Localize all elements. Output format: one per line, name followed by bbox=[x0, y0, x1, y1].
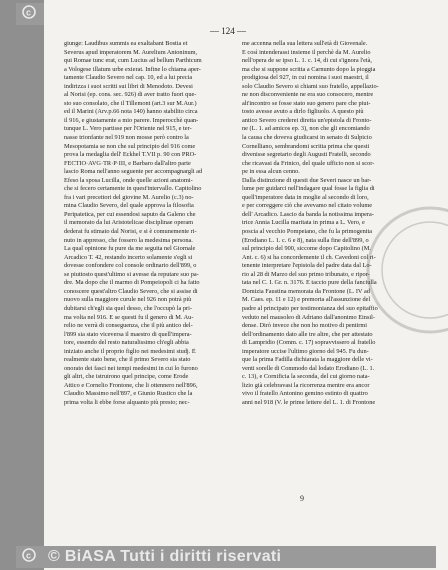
text-line: il memorato da lui Aristotelicae disciplinae operam bbox=[64, 219, 194, 227]
text-line: poscia al vecchio Pompeiano, che fu la primogenita bbox=[242, 228, 373, 236]
text-line: e per correggere ciò che avevamo nel citato volume bbox=[242, 202, 373, 210]
text-line: prodigiosa del 927, in cui nomina i suoi maestri, il bbox=[242, 74, 369, 82]
watermark-banner-bottom bbox=[16, 546, 436, 568]
text-line: ne (L. 1. ad amicos ep. 3), non che gli encomiando bbox=[242, 125, 370, 133]
text-line: ne non disconveniente ne era suo consocero, mentre bbox=[242, 91, 374, 99]
text-line: conoscere quest'altro Claudio Severo, che si assise di bbox=[64, 287, 198, 295]
text-line: anni nel 918 (V. le prime lettere del L. 1. di Frontone bbox=[242, 398, 376, 406]
text-line: trice Annia Lucilla maritata in prima a L. Vero, e bbox=[242, 219, 365, 227]
text-line: ed il Marini (Arv.p.66 nota 140) hanno stabilito circa bbox=[64, 108, 198, 116]
text-line: che ricavasi da Frinico, del quale ufficio non si scor- bbox=[242, 159, 375, 167]
text-line: lascio Roma nell'anno seguente per accompagnargli ad bbox=[64, 168, 203, 176]
text-line: ma che si suppone scritta a Carnunto dopo la pioggia bbox=[242, 65, 376, 73]
text-column-left bbox=[64, 40, 230, 408]
text-column-right bbox=[242, 40, 412, 408]
text-line: me accenna nella sua lettera sull'età di Giovenale. bbox=[242, 40, 368, 47]
text-line: a Vologese illatum urbe exierat. Infine lo chiama aper- bbox=[64, 65, 201, 73]
text-line: Ant. c. 6) si ha concordemente il ch. Cavedoni col ri- bbox=[242, 253, 376, 261]
text-line: dell'ordinamento dato alle tre altre, che per attestato bbox=[242, 330, 373, 338]
text-line: lume per guidarci nell'indagare qual fosse la figlia di bbox=[242, 185, 375, 193]
text-line: veduto nel mausoleo di Adriano dall'anonimo Einsil- bbox=[242, 313, 375, 321]
text-line: dell' Arcadico. Lascio da banda la notissima impera- bbox=[242, 210, 374, 218]
text-line: dubitarsi ch'egli sia quel desso, che l'occupò la pri- bbox=[64, 304, 192, 312]
text-line: Arcadico T. 42, restando incerto solamente s'egli si bbox=[64, 253, 193, 261]
text-line: alt'incontro se fosse stato suo genero pare che piut- bbox=[242, 99, 371, 107]
text-line: padre al principato per testimonianza del suo epitaffio bbox=[242, 304, 378, 312]
text-line: FECTIO·AVG·TR·P·III, e Barbaro dall'altro parte bbox=[64, 159, 191, 167]
text-line: Claudio Massimo nell'897, e Giunio Rustico che la bbox=[64, 390, 193, 398]
text-line: fra i vari precettori del giovine M. Aurelio (c.3) no- bbox=[64, 193, 194, 201]
text-line: Cornelliano, sembrandomi scritta prima che questi bbox=[242, 142, 370, 150]
text-line: dovesse confondere col console ordinario dell'899, o bbox=[64, 262, 197, 270]
text-line: iniziato anche il proprio figlio nei medesimi studj. È bbox=[64, 347, 196, 355]
text-line: (Erodiano L. 1. c. 6 e 8), nata sulla fine dell'899, o bbox=[242, 236, 369, 244]
text-line: l'899 sia stato viceversa il maestro di quell'impera- bbox=[64, 330, 192, 338]
text-line: tata nel C. I. Gr. n. 3176. E taccio pure della fanciulla bbox=[242, 279, 377, 287]
text-line: imperatore uccise l'ultimo giorno del 945. Fu dun- bbox=[242, 347, 369, 355]
svg-text:c: c bbox=[26, 550, 32, 561]
text-line: qui Romae tunc erat, cum Lucius ad bellum Parthicum bbox=[64, 57, 202, 65]
text-line: indirizza i suoi scritti sui libri di Menodoto. Devesi bbox=[64, 82, 193, 90]
page-number: — 124 — bbox=[210, 26, 246, 36]
text-line: Domizia Faustina memorata da Frontone (L. IV ad bbox=[242, 287, 370, 295]
text-line: realmente stato bene, che il primo Severo sia stato bbox=[64, 356, 191, 364]
text-line: nell'opera de se ipso L. 1. c. 14, di cui s'ignora l'età, bbox=[242, 57, 373, 65]
text-line: M. Caes. ep. 11 e 12) e premorta all'assunzione del bbox=[242, 296, 371, 304]
text-line: sul principio del 900, siccome dopo Capitolino (M. bbox=[242, 245, 371, 253]
text-line: che si fecero certamente in quest'intervallo. Capitolino bbox=[64, 185, 202, 193]
text-line: di Lampridio (Comm. c. 17) sopravvissero al fratello bbox=[242, 339, 376, 347]
text-line: dre. Ma dopo che il marmo di Pompeiopoli ci ha fatto bbox=[64, 279, 200, 287]
watermark-text-bottom: © BiASA Tutti i diritti riservati bbox=[48, 548, 282, 565]
text-line: prova la medaglia dell' Eckhel T.VII p. 90 con PRO- bbox=[64, 151, 197, 159]
text-line: il 916, e giustamente a mio parere. Imperocchè quan- bbox=[64, 116, 199, 124]
text-line: que la prima Fadilla dichiarata la maggiore delle vi- bbox=[242, 356, 373, 364]
text-line: rio al 28 di Marzo del suo primo tribunato, e ripor- bbox=[242, 270, 370, 278]
text-line: Peripatetica, per cui essendosi saputo da Galeno che bbox=[64, 210, 196, 218]
text-line: giunge: Laudibus summis ea exaltabant Bostia et bbox=[64, 40, 188, 47]
text-line: pe in essa alcun cenno. bbox=[242, 168, 300, 176]
text-line: la causa che doveva giudicarsi in senato di Sulpicio bbox=[242, 134, 372, 142]
text-line: quell'imperatore data in moglie al secondo di loro, bbox=[242, 193, 369, 201]
text-line: Attico e Cornelio Frontone, che li ottennero nell'896, bbox=[64, 381, 198, 389]
text-line: lizio già celebravasi la ricorrenza mentre era ancor bbox=[242, 381, 370, 389]
text-line: prima volta li ebbe forse alquanto più presto; nec- bbox=[64, 398, 190, 406]
text-line: tosto avesse avuto a dirlo figliuolo. A questo più bbox=[242, 108, 364, 116]
text-line: antico Severo crederei diretta un'epistola di Fronto- bbox=[242, 116, 372, 124]
text-line: tenente interpretare l'epistola del padre data dal Lo- bbox=[242, 262, 372, 270]
text-line: vivo il fratello Antonino gemino estinto di quattro bbox=[242, 390, 368, 398]
text-line: La qual opinione fu pure da me seguita nel Giornale bbox=[64, 245, 196, 253]
text-line: solo Claudio Severo si chiami suo fratello, appellazio- bbox=[242, 82, 379, 90]
copyright-icon bbox=[22, 5, 42, 19]
text-line: nuto in appresso, che fossero la medesima persona. bbox=[64, 236, 193, 244]
footnote-mark: 9 bbox=[300, 494, 304, 503]
text-line: al Norisi (ep. cons. sec. 926) di aver tratto fuori que- bbox=[64, 91, 197, 99]
text-line: sto suo consolato, che il Tillemont (art.3 sur M.Aur.) bbox=[64, 99, 197, 107]
text-line: venti sorelle di Commodo dal lodato Erodiano (L. 1. bbox=[242, 364, 375, 372]
text-line: dense. Dirò invece che non ho motivo di pentirmi bbox=[242, 322, 368, 330]
text-line: divenisse segretario degli Augusti Fratelli, secondo bbox=[242, 151, 371, 159]
text-line: dederat fu stimato dal Norisi, e si è comunemente ri- bbox=[64, 228, 197, 236]
copyright-icon bbox=[22, 548, 42, 562]
text-line: tore, essendo del resto naturalissimo ch'egli abbia bbox=[64, 339, 189, 347]
text-line: se piuttosto quest'ultimo si avesse da reputare suo pa- bbox=[64, 270, 199, 278]
text-line: E così intenderassi insieme il perchè da M. Aurelio bbox=[242, 48, 371, 56]
text-line: tunque L. Vero partisse per l'Oriente nel 915, e ter- bbox=[64, 125, 192, 133]
text-line: Mesopotamia se non che sul principio del 916 come bbox=[64, 142, 196, 150]
text-line: tamente Claudio Severo nel cap. 10, ed a lui precia bbox=[64, 74, 193, 82]
text-line: mina Claudio Severo, del quale approva la filosofia bbox=[64, 202, 194, 210]
text-line: nuovo sulla maggiore curule nel 926 non potrà più bbox=[64, 296, 192, 304]
text-line: onorato dei fasci nei tempi medesimi in cui lo furono bbox=[64, 364, 198, 372]
text-line: Severus apud imperatorem M. Aurelium Antoninum, bbox=[64, 48, 198, 56]
svg-text:c: c bbox=[26, 7, 32, 18]
text-line: nasse trionfante nel 919 non mosse però contro la bbox=[64, 134, 189, 142]
text-line: c. 13), e Cornificia la seconda, del cui giorno nata- bbox=[242, 373, 370, 381]
text-line: gli altri, che istruirono quel principe, come Erode bbox=[64, 373, 189, 381]
text-line: ma volta nel 916. E se questi fu il genero di M. Au- bbox=[64, 313, 194, 321]
text-line: relio ne verrà di conseguenza, che il più antico del- bbox=[64, 322, 193, 330]
text-line: Dalla distinzione di questi due Severi nasce un bar- bbox=[242, 176, 372, 184]
text-line: Efeso la sposa Lucilla, onde quelle azioni anatomi- bbox=[64, 176, 193, 184]
